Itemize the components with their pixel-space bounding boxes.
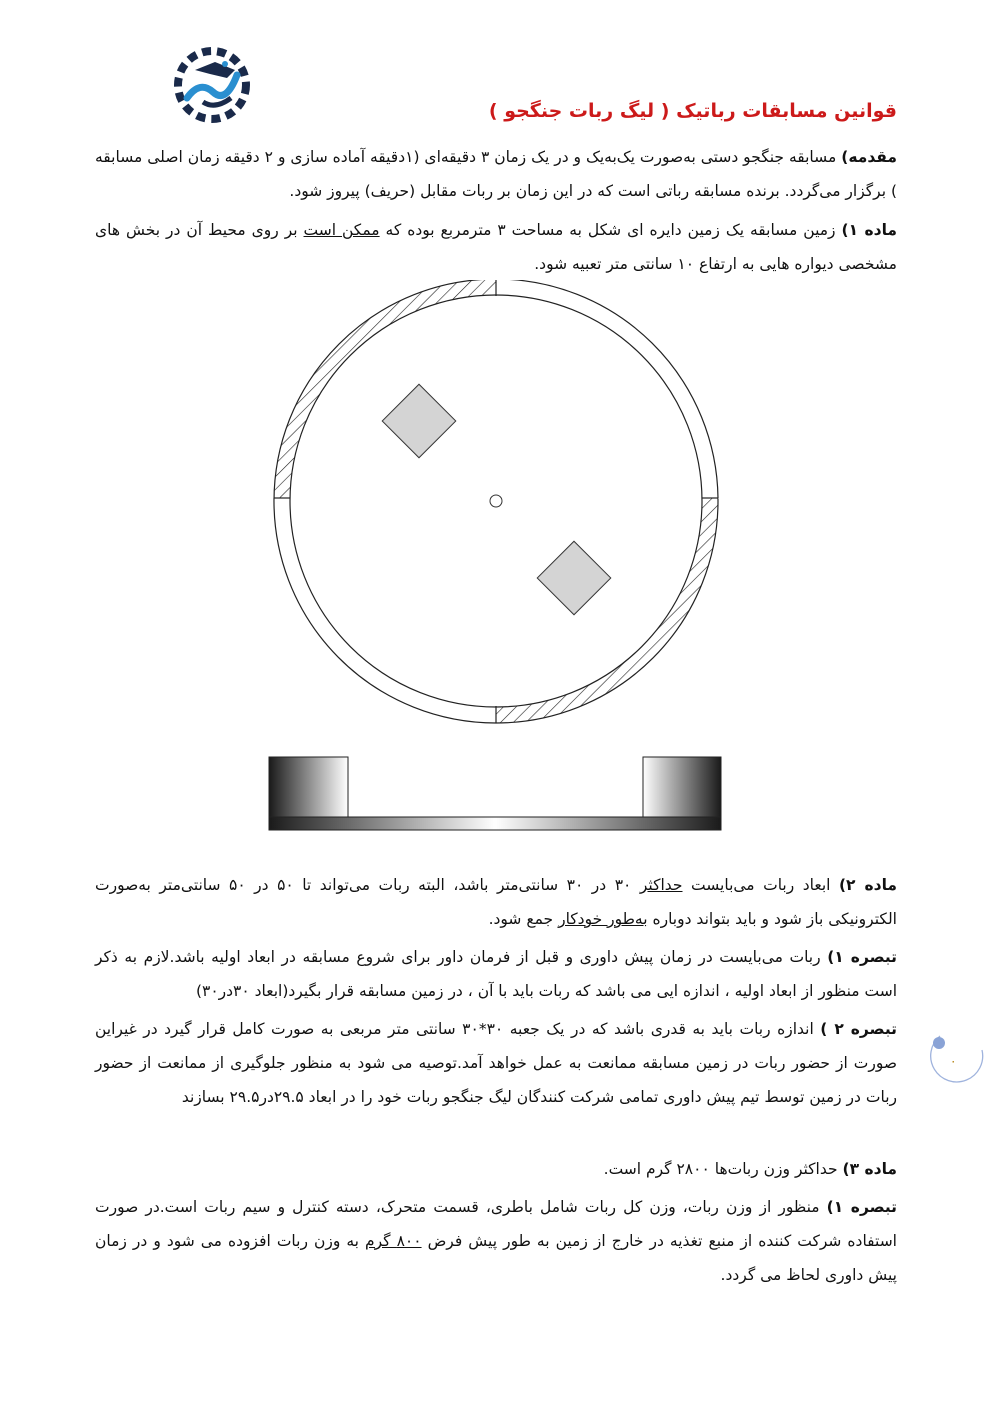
note2-paragraph <box>95 1012 897 1114</box>
intro-text: مسابقه جنگجو دستی به‌صورت یک‌به‌یک و در یک زمان ۳ دقیقه‌ای (۱دقیقه آماده سازی و ۲ دقیقه زمان اصلی مسابقه ) برگزار می‌گردد. برنده مسابقه رباتی است که در این زمان بر ربات مقابل (حریف) پیروز شود. <box>95 148 897 200</box>
note3-underlined: ۸۰۰ گرم <box>365 1232 422 1250</box>
note3-text: منظور از وزن ربات، وزن کل ربات شامل باطری، قسمت متحرک، دسته کنترل و سیم ربات است.در صورت استفاده شرکت کننده از منبع تغذیه در خارج از زمین به طور پیش فرض <box>95 1198 897 1250</box>
article2-underlined-1: حداکثر <box>639 876 683 894</box>
note3-label: تبصره ۱) <box>826 1198 898 1216</box>
article1-text-end: بر روی محیط آن در بخش های مشخصی دیواره هایی به ارتفاع ۱۰ سانتی متر تعبیه شود. <box>95 221 897 273</box>
article3-label: ماده ۳) <box>842 1160 897 1178</box>
arena-center-mark <box>490 495 502 507</box>
page-number-mark <box>928 1030 984 1092</box>
note2-label: تبصره ۲ ) <box>820 1020 897 1038</box>
profile-wall-left <box>269 757 348 817</box>
arena-diagram <box>268 280 728 725</box>
article1-label: ماده ۱) <box>841 221 897 239</box>
article2-paragraph <box>95 868 897 936</box>
note2-text: اندازه ربات باید به قدری باشد که در یک جعبه ۳۰*۳۰ سانتی متر مربعی به صورت کامل قرار گیرد در غیراین صورت از حضور ربات در زمین مسابقه ممانعت به عمل خواهد آمد.توصیه می شود به منظور جلوگیری از ممانعت از حضور ربات در زمین توسط تیم پیش داوری تمامی شرکت کنندگان لیگ جنگجو ربات خود را در ابعاد ۲۹.۵در۲۹.۵ بسازند <box>95 1020 897 1106</box>
article2-underlined-2: به‌طور خودکار <box>558 910 648 928</box>
article2-text: ابعاد ربات می‌بایست <box>682 876 839 894</box>
note1-text: ربات می‌بایست در زمان پیش داوری و قبل از فرمان داور برای شروع مسابقه در ابعاد اولیه باشد.لازم به ذکر است منظور از ابعاد اولیه ، اندازه ایی می باشد که ربات باید با آن ، در زمین مسابقه قرار بگیرد(ابعاد ۳۰در۳۰) <box>95 948 897 1000</box>
article2-text-end: جمع شود. <box>488 910 559 928</box>
note3-text-end: به وزن ربات افزوده می شود و در زمان پیش داوری لحاظ می گردد. <box>95 1232 897 1284</box>
page-title: قوانین مسابقات رباتیک ( لیگ ربات جنگجو ) <box>488 100 897 122</box>
arena-side-profile <box>268 756 723 832</box>
intro-label: مقدمه) <box>841 148 898 166</box>
article1-underlined: ممکن است <box>303 221 380 239</box>
page-number: ۰ <box>950 1054 957 1068</box>
article1-paragraph <box>95 213 897 281</box>
article2-label: ماده ۲) <box>838 876 897 894</box>
note3-paragraph <box>95 1190 897 1292</box>
article3-text: حداکثر وزن ربات‌ها ۲۸۰۰ گرم است. <box>603 1160 843 1178</box>
intro-paragraph <box>95 140 897 208</box>
note1-label: تبصره ۱) <box>827 948 898 966</box>
gear-robot-logo-icon <box>165 40 260 130</box>
profile-wall-right <box>643 757 721 817</box>
article3-paragraph <box>95 1152 897 1186</box>
note1-paragraph <box>95 940 897 1008</box>
profile-base <box>269 817 721 830</box>
article1-text: زمین مسابقه یک زمین دایره ای شکل به مساحت ۳ مترمربع بوده که <box>379 221 842 239</box>
article2-text-mid: ۳۰ در ۳۰ سانتی‌متر باشد، البته ربات می‌تواند تا ۵۰ در ۵۰ سانتی‌متر به‌صورت الکترونیکی باز شود و باید بتواند دوباره <box>95 876 897 928</box>
